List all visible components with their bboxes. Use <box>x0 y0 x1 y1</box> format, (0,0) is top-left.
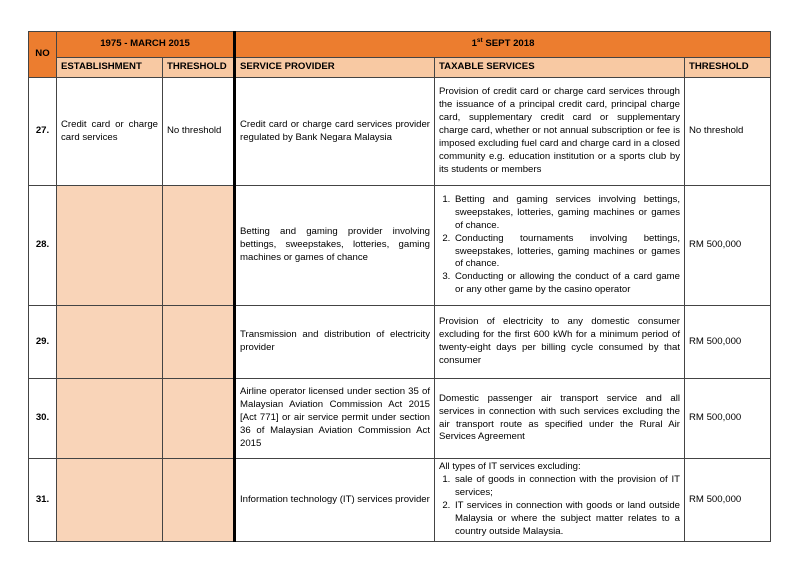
period-new-suffix: SEPT 2018 <box>482 38 535 50</box>
taxable-services-table <box>28 31 771 542</box>
service-provider-cell: Credit card or charge card services provider regulated by Bank Negara Malaysia <box>235 78 435 186</box>
list-item: 2. Conducting tournaments involving bettings, sweepstakes, lotteries, gaming machines or games of chance. <box>453 233 680 272</box>
list-item: 1. Betting and gaming services involving bettings, sweepstakes, lotteries, gaming machines or games of chance. <box>453 194 680 233</box>
threshold-new-cell: No threshold <box>685 78 771 186</box>
header-establishment: ESTABLISHMENT <box>57 58 163 78</box>
service-provider-cell: Transmission and distribution of electricity provider <box>235 306 435 379</box>
service-provider-cell: Airline operator licensed under section 35 of Malaysian Aviation Commission Act 2015 [Act 771] or air service permit under section 36 of Malaysian Aviation Commission Act 2015 <box>235 379 435 459</box>
threshold-new-cell: RM 500,000 <box>685 306 771 379</box>
header-period-old: 1975 - MARCH 2015 <box>57 32 235 58</box>
taxable-services-cell: Provision of electricity to any domestic consumer excluding for the first 600 kWh for a minimum period of twenty-eight days per billing cycle consumed by that consumer <box>435 306 685 379</box>
threshold-new-cell: RM 500,000 <box>685 186 771 306</box>
establishment-cell: Credit card or charge card services <box>57 78 163 186</box>
list-item: 1. sale of goods in connection with the provision of IT services; <box>453 474 680 500</box>
row-number: 29. <box>29 306 57 379</box>
list-item: 2. IT services in connection with goods or land outside Malaysia or where the subject matter relates to a country outside Malaysia. <box>453 500 680 539</box>
table-row <box>29 78 771 186</box>
row-number: 27. <box>29 78 57 186</box>
taxable-services-cell: Domestic passenger air transport service and all services in connection with such services excluding the air transport route as specified under the Rural Air Services Agreement <box>435 379 685 459</box>
taxable-services-list <box>439 474 680 539</box>
taxable-services-list <box>439 194 680 298</box>
header-threshold-old: THRESHOLD <box>163 58 235 78</box>
header-no: NO <box>29 32 57 78</box>
period-new-sup: st <box>476 36 483 44</box>
taxable-services-cell: Provision of credit card or charge card services through the issuance of a principal credit card, principal charge card, supplementary credit card or supplementary charge card, whether or not annual subscription or fee is imposed excluding fuel card and charge card in a closed community e.g. education institution or a sports club by its students or members <box>435 78 685 186</box>
table-row <box>29 306 771 379</box>
table-row <box>29 379 771 459</box>
threshold-old-cell: No threshold <box>163 78 235 186</box>
table-row <box>29 186 771 306</box>
taxable-intro: All types of IT services excluding: <box>439 461 581 473</box>
header-taxable-services: TAXABLE SERVICES <box>435 58 685 78</box>
threshold-new-cell: RM 500,000 <box>685 379 771 459</box>
threshold-old-cell <box>163 186 235 306</box>
threshold-old-cell <box>163 306 235 379</box>
table-row <box>29 459 771 542</box>
period-new-prefix: 1 <box>471 38 477 50</box>
row-number: 28. <box>29 186 57 306</box>
header-period-new <box>235 32 771 58</box>
row-number: 30. <box>29 379 57 459</box>
row-number: 31. <box>29 459 57 542</box>
threshold-new-cell: RM 500,000 <box>685 459 771 542</box>
service-provider-cell: Betting and gaming provider involving bettings, sweepstakes, lotteries, gaming machines or games of chance <box>235 186 435 306</box>
establishment-cell <box>57 379 163 459</box>
service-provider-cell: Information technology (IT) services provider <box>235 459 435 542</box>
threshold-old-cell <box>163 459 235 542</box>
header-threshold-new: THRESHOLD <box>685 58 771 78</box>
header-service-provider: SERVICE PROVIDER <box>235 58 435 78</box>
establishment-cell <box>57 459 163 542</box>
establishment-cell <box>57 306 163 379</box>
list-item: 3. Conducting or allowing the conduct of a card game or any other game by the casino operator <box>453 271 680 297</box>
establishment-cell <box>57 186 163 306</box>
taxable-services-cell <box>435 186 685 306</box>
threshold-old-cell <box>163 379 235 459</box>
taxable-services-cell <box>435 459 685 542</box>
